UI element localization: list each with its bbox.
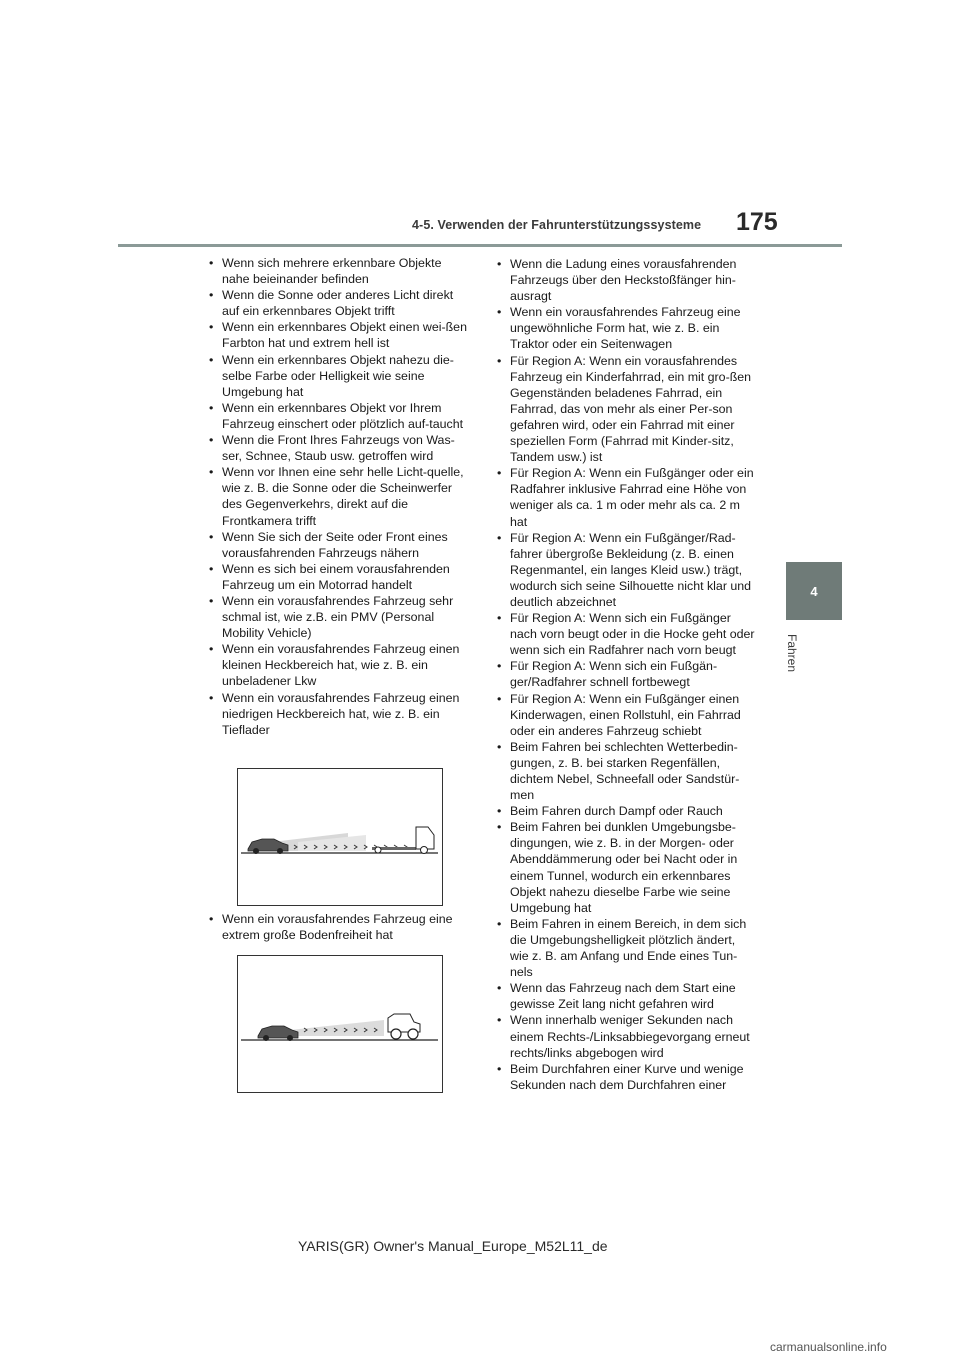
chapter-label-container bbox=[785, 634, 803, 684]
list-item: • Beim Fahren in einem Bereich, in dem sich die Umgebungshelligkeit plötzlich ändert, wie z. B. am Anfang und Ende eines Tun-nels bbox=[494, 916, 756, 980]
page-number: 175 bbox=[736, 208, 778, 236]
illustration-high-ground-clearance bbox=[238, 956, 442, 1092]
list-item: • Wenn ein erkennbares Objekt vor Ihrem Fahrzeug einschert oder plötzlich auf-taucht bbox=[206, 400, 468, 432]
list-item: • Beim Fahren durch Dampf oder Rauch bbox=[494, 803, 756, 819]
list-item: • Für Region A: Wenn ein Fußgänger einen Kinderwagen, einen Rollstuhl, ein Fahrrad oder ein anderes Fahrzeug schiebt bbox=[494, 691, 756, 739]
right-bullet-list bbox=[494, 256, 756, 1093]
list-item: • Beim Fahren bei schlechten Wetterbedin-gungen, z. B. bei starken Regenfällen, dichtem Nebel, Schneefall oder Sandstür-men bbox=[494, 739, 756, 803]
list-item: • Wenn das Fahrzeug nach dem Start eine gewisse Zeit lang nicht gefahren wird bbox=[494, 980, 756, 1012]
watermark: carmanualsonline.info bbox=[770, 1340, 887, 1354]
after-figure-list bbox=[206, 911, 468, 943]
list-item: • Wenn ein vorausfahrendes Fahrzeug sehr schmal ist, wie z.B. ein PMV (Personal Mobility Vehicle) bbox=[206, 593, 468, 641]
list-item: • Wenn ein vorausfahrendes Fahrzeug einen niedrigen Heckbereich hat, wie z. B. ein Tieflader bbox=[206, 690, 468, 738]
list-item: • Wenn vor Ihnen eine sehr helle Licht-quelle, wie z. B. die Sonne oder die Scheinwerfer des Gegenverkehrs, direkt auf die Frontkamera trifft bbox=[206, 464, 468, 528]
list-item: • Wenn ein erkennbares Objekt einen wei-ßen Farbton hat und extrem hell ist bbox=[206, 319, 468, 351]
right-column bbox=[494, 256, 756, 1093]
footer-manual-name: YARIS(GR) Owner's Manual_Europe_M52L11_de bbox=[298, 1238, 608, 1254]
chapter-tab[interactable] bbox=[786, 562, 842, 620]
list-item: • Wenn innerhalb weniger Sekunden nach einem Rechts-/Linksabbiegevorgang erneut rechts/links abgebogen wird bbox=[494, 1012, 756, 1060]
illustration-low-rear-truck bbox=[238, 769, 442, 905]
figure-low-rear-truck bbox=[237, 768, 443, 906]
list-item: • Wenn ein vorausfahrendes Fahrzeug einen kleinen Heckbereich hat, wie z. B. ein unbeladener Lkw bbox=[206, 641, 468, 689]
list-item: • Beim Durchfahren einer Kurve und wenige Sekunden nach dem Durchfahren einer bbox=[494, 1061, 756, 1093]
left-bullet-list bbox=[206, 255, 468, 738]
list-item: • Wenn ein vorausfahrendes Fahrzeug eine extrem große Bodenfreiheit hat bbox=[206, 911, 468, 943]
list-item: • Wenn die Front Ihres Fahrzeugs von Was-ser, Schnee, Staub usw. getroffen wird bbox=[206, 432, 468, 464]
list-item: • Wenn die Sonne oder anderes Licht direkt auf ein erkennbares Objekt trifft bbox=[206, 287, 468, 319]
figure-high-ground-clearance bbox=[237, 955, 443, 1093]
list-item: • Für Region A: Wenn ein Fußgänger/Rad-fahrer übergroße Bekleidung (z. B. einen Regenmantel, ein langes Kleid usw.) trägt, wodurch sich seine Silhouette nicht klar und deutlich abzeichnet bbox=[494, 530, 756, 610]
list-item: • Für Region A: Wenn sich ein Fußgänger nach vorn beugt oder in die Hocke geht oder wenn sich ein Radfahrer nach vorn beugt bbox=[494, 610, 756, 658]
list-item: • Wenn die Ladung eines vorausfahrenden Fahrzeugs über den Heckstoßfänger hin-ausragt bbox=[494, 256, 756, 304]
list-item: • Wenn ein vorausfahrendes Fahrzeug eine ungewöhnliche Form hat, wie z. B. ein Traktor oder ein Seitenwagen bbox=[494, 304, 756, 352]
section-title: 4-5. Verwenden der Fahrunterstützungssysteme bbox=[412, 218, 702, 232]
list-item: • Wenn ein erkennbares Objekt nahezu die-selbe Farbe oder Helligkeit wie seine Umgebung hat bbox=[206, 352, 468, 400]
header-rule bbox=[118, 244, 842, 247]
list-item: • Wenn sich mehrere erkennbare Objekte nahe beieinander befinden bbox=[206, 255, 468, 287]
list-item: • Wenn es sich bei einem vorausfahrenden Fahrzeug um ein Motorrad handelt bbox=[206, 561, 468, 593]
chapter-number: 4 bbox=[810, 583, 818, 599]
list-item: • Für Region A: Wenn ein Fußgänger oder ein Radfahrer inklusive Fahrrad eine Höhe von weniger als ca. 1 m oder mehr als ca. 2 m hat bbox=[494, 465, 756, 529]
list-item: • Für Region A: Wenn sich ein Fußgän-ger/Radfahrer schnell fortbewegt bbox=[494, 658, 756, 690]
list-item: • Für Region A: Wenn ein vorausfahrendes Fahrzeug ein Kinderfahrrad, ein mit gro-ßen Gegenständen beladenes Fahrrad, ein Fahrrad, das von mehr als einer Per-son gefahren wird, oder ein Fahrrad mit einer speziellen Form (Fahrrad mit Kinder-sitz, Tandem usw.) ist bbox=[494, 353, 756, 466]
after-figure-text bbox=[206, 911, 468, 943]
chapter-label: Fahren bbox=[785, 634, 799, 673]
left-column bbox=[206, 255, 468, 738]
list-item: • Wenn Sie sich der Seite oder Front eines vorausfahrenden Fahrzeugs nähern bbox=[206, 529, 468, 561]
list-item: • Beim Fahren bei dunklen Umgebungsbe-dingungen, wie z. B. in der Morgen- oder Abenddämmerung oder bei Nacht oder in einem Tunnel, wodurch ein erkennbares Objekt nahezu dieselbe Farbe wie seine Umgebung hat bbox=[494, 819, 756, 916]
